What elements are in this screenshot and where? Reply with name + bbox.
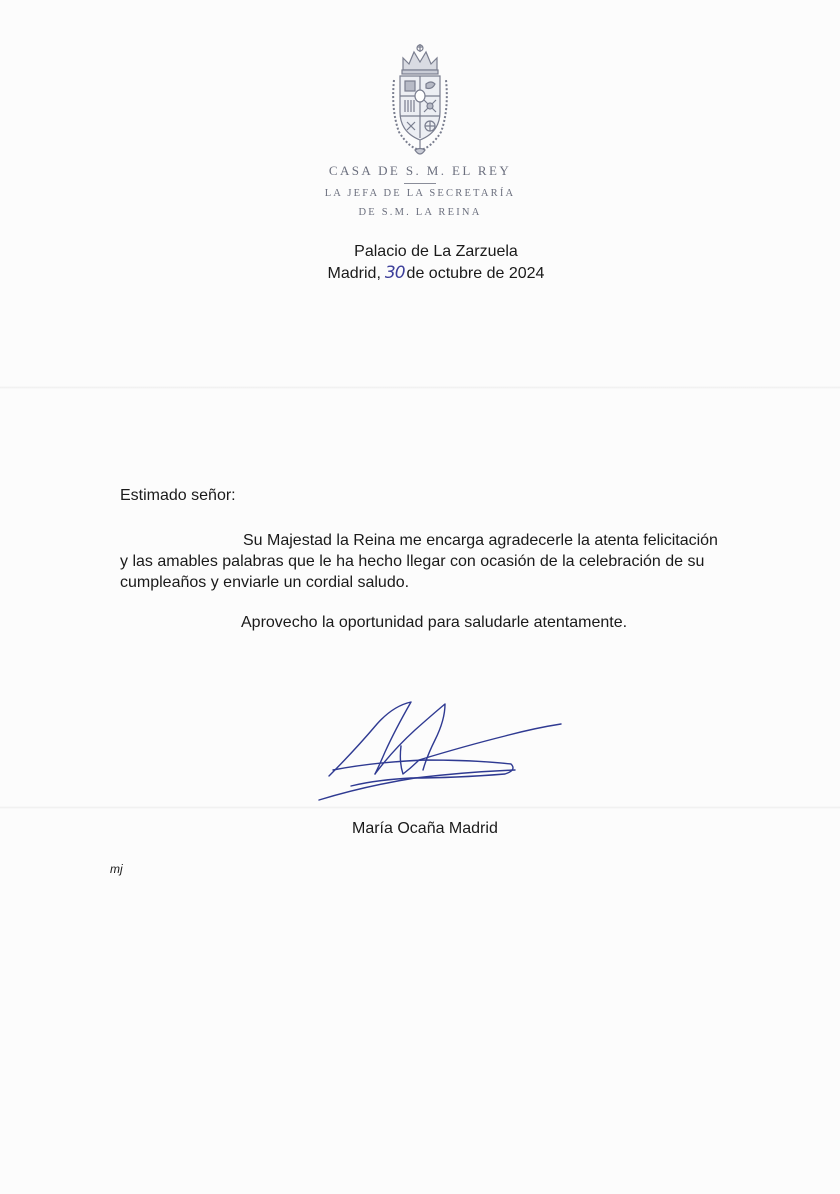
date-day-handwritten: 30: [384, 263, 405, 283]
body-line: y las amables palabras que le ha hecho llegar con ocasión de la celebración de su: [120, 553, 705, 570]
letter-place: Palacio de La Zarzuela: [354, 243, 518, 260]
letterhead-house: CASA DE S. M. EL REY: [328, 163, 512, 178]
body-line: Su Majestad la Reina me encarga agradecerle la atenta felicitación: [243, 532, 718, 549]
salutation: Estimado señor:: [120, 487, 236, 504]
letter-date: [16, 263, 840, 283]
handwritten-signature: [315, 690, 565, 810]
body-line: cumpleaños y enviarle un cordial saludo.: [120, 574, 410, 591]
letterhead-office-subline: DE S.M. LA REINA: [358, 207, 482, 218]
typist-initials: mj: [110, 862, 123, 876]
signer-name: María Ocaña Madrid: [352, 820, 498, 837]
letterhead-office: LA JEFA DE LA SECRETARÍA: [324, 188, 516, 199]
date-city: Madrid,: [327, 265, 381, 282]
paper-fold-line: [0, 386, 840, 389]
body-paragraph-2: Aprovecho la oportunidad para saludarle atentamente.: [241, 614, 628, 631]
letterhead-divider: [404, 183, 436, 184]
body-paragraph-1: [120, 530, 724, 593]
date-month-year: de octubre de 2024: [406, 265, 545, 282]
royal-coat-of-arms-icon: [385, 40, 455, 162]
